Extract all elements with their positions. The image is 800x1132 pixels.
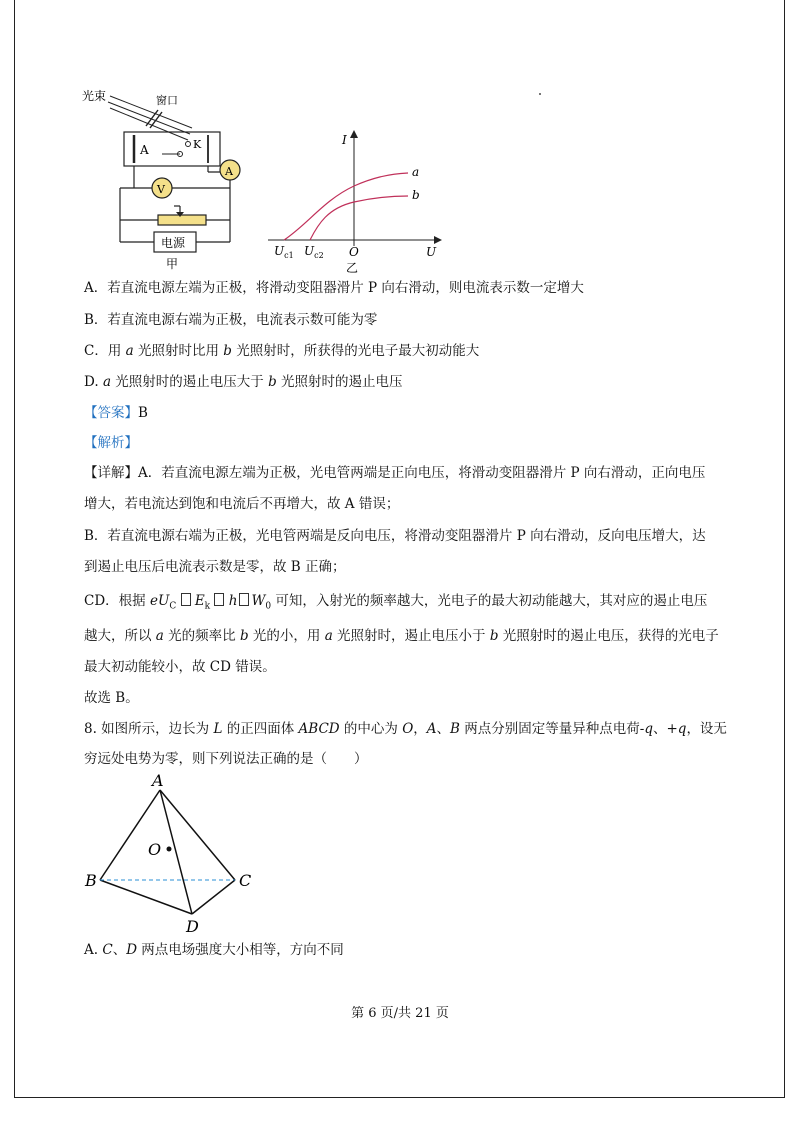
option-A: A．若直流电源左端为正极，将滑动变阻器滑片 P 向右滑动，则电流表示数一定增大 (84, 280, 584, 296)
uc1-label: $U_{c1}$ (274, 244, 294, 260)
vertex-A-label: A (152, 771, 164, 790)
center-O-label: O (148, 840, 162, 859)
curve-a-label: a (412, 165, 420, 179)
detail-line-2: 增大，若电流达到饱和电流后不再增大，故 A 错误； (84, 496, 400, 512)
vertex-D-label: D (186, 917, 199, 936)
vertex-C-label: C (239, 871, 252, 890)
rheostat (158, 215, 206, 225)
vertex-B-label: B (85, 871, 97, 890)
q8-option-A: A. C、D 两点电场强度大小相等，方向不同 (84, 942, 344, 958)
detail-line-6: 越大，所以 a 光的频率比 b 光的小，用 a 光照射时，遏止电压小于 b 光照射时的遏止电压，获得的光电子 (84, 628, 719, 644)
option-C: C．用 a 光照射时比用 b 光照射时，所获得的光电子最大初动能大 (84, 343, 480, 359)
detail-line-1: 【详解】A．若直流电源左端为正极，光电管两端是正向电压，将滑动变阻器滑片 P 向右滑动，正向电压 (84, 465, 706, 481)
answer-line (84, 404, 148, 422)
option-D: D. a 光照射时的遏止电压大于 b 光照射时的遏止电压 (84, 374, 403, 390)
caption-yi: 乙 (346, 261, 359, 275)
curve-a (284, 173, 408, 240)
detail-line-3: B．若直流电源右端为正极，光电管两端是反向电压，将滑动变阻器滑片 P 向右滑动，反向电压增大，达 (84, 528, 706, 544)
detail-line-4: 到遏止电压后电流表示数是零，故 B 正确； (84, 559, 346, 575)
label-beam: 光束 (82, 89, 107, 103)
axis-I-label: I (342, 133, 347, 147)
meter-A-label: A (225, 165, 233, 178)
analysis-tag: 【解析】 (84, 435, 138, 451)
detail-line-8: 故选 B。 (84, 690, 139, 706)
label-A-electrode: A (140, 143, 149, 157)
caption-jia: 甲 (166, 257, 179, 271)
scan-dot (539, 93, 541, 95)
detail-line-7: 最大初动能较小，故 CD 错误。 (84, 659, 276, 675)
curve-b-label: b (412, 188, 420, 202)
q8-line-2: 穷远处电势为零，则下列说法正确的是（ ） (84, 751, 368, 767)
page-footer: 第 6 页/共 21 页 (351, 1006, 449, 1021)
axis-U-label: U (426, 245, 437, 259)
label-window: 窗口 (156, 94, 178, 107)
label-power: 电源 (161, 236, 186, 250)
meter-V-label: V (157, 183, 165, 196)
tetrahedron-diagram (80, 770, 270, 940)
answer-tag: 【答案】 (84, 405, 138, 421)
circuit-diagram (80, 88, 260, 273)
curve-b (310, 196, 408, 240)
label-K: K (193, 138, 202, 151)
answer-value: B (138, 405, 148, 421)
detail-line-5: CD．根据 $eU_C$ $E_k$ h $W_0$ 可知，入射光的频率越大，光电子的最大初动能越大，其对应的遏止电压 (84, 593, 708, 612)
option-B: B．若直流电源右端为正极，电流表示数可能为零 (84, 312, 378, 328)
center-O-dot (167, 847, 172, 852)
uc2-label: $U_{c2}$ (304, 244, 324, 260)
iu-graph (268, 128, 448, 276)
q8-line-1: 8. 如图所示，边长为 L 的正四面体 ABCD 的中心为 O，A、B 两点分别固定等量异种点电荷-q、+q，设无 (84, 721, 727, 737)
origin-label: O (349, 245, 359, 259)
